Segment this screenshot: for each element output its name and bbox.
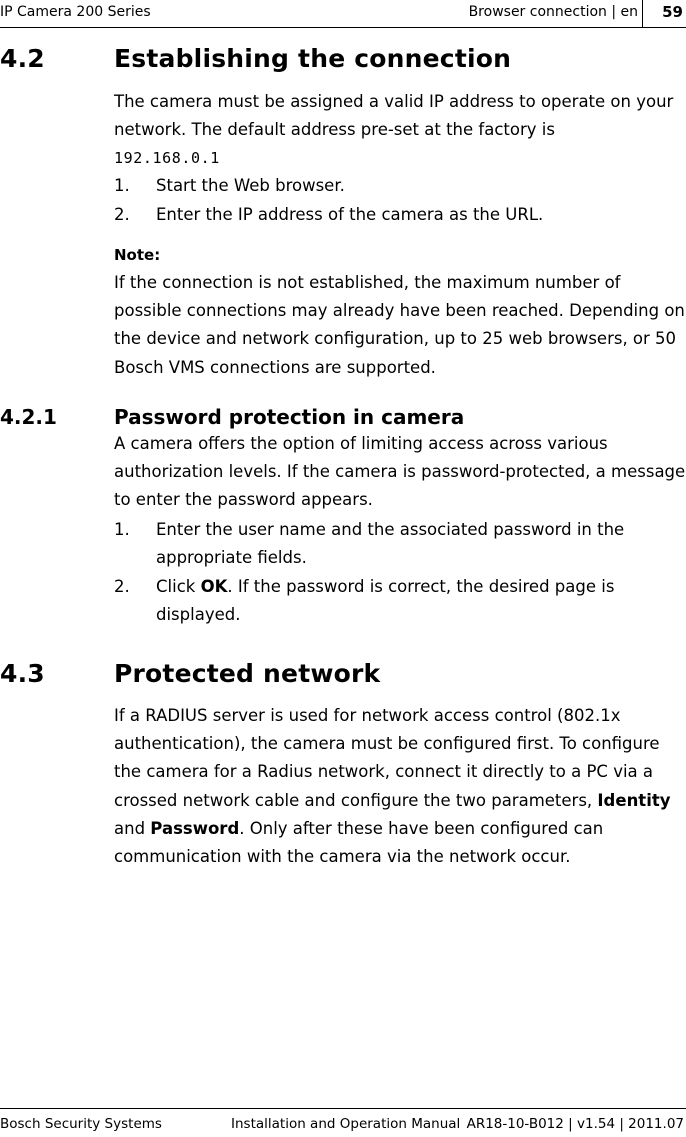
- page-header: [0, 0, 686, 28]
- page-footer: [0, 1108, 686, 1137]
- step-number: 1.: [114, 176, 130, 195]
- section-title: Protected network: [114, 659, 381, 688]
- section-title: Establishing the connection: [114, 44, 512, 73]
- password-ref: Password: [150, 818, 240, 838]
- step-number: 1.: [114, 520, 130, 539]
- section-4-2-1-intro: A camera offers the option of limiting access across various authorization levels. If the camera is password-protected, a message to enter the password appears.: [114, 434, 686, 510]
- step-number: 2.: [114, 577, 130, 596]
- note-label: Note:: [114, 246, 161, 264]
- footer-doc-title: Installation and Operation Manual: [231, 1116, 461, 1132]
- step-text-pre: Click: [156, 577, 201, 596]
- header-section: Browser connection | en: [468, 4, 638, 20]
- header-product: IP Camera 200 Series: [0, 4, 151, 20]
- step-text: [156, 573, 684, 629]
- section-number: 4.3: [0, 659, 45, 688]
- note-text: If the connection is not established, the maximum number of possible connections may already have been reached. Depending on the device and network configuration, up to 25 web browsers, or 50 Bosch VMS connections are supported.: [114, 273, 685, 377]
- section-4-3-text: [114, 702, 686, 871]
- text-post: . Only after these have been configured can communication with the camera via the network occur.: [114, 818, 604, 867]
- step-text: Enter the IP address of the camera as the URL.: [156, 205, 544, 224]
- text-mid: and: [114, 818, 151, 838]
- identity-ref: Identity: [597, 790, 671, 810]
- page-number: 59: [662, 3, 683, 21]
- ok-button-ref: OK: [200, 577, 228, 596]
- text-pre: If a RADIUS server is used for network access control (802.1x authentication), the camera must be configured first. To configure the camera for a Radius network, connect it directly to a PC via a crossed network cable and configure the two parameters,: [114, 706, 660, 810]
- intro-text: The camera must be assigned a valid IP address to operate on your network. The default address pre-set at the factory is: [114, 92, 674, 140]
- default-ip-address: 192.168.0.1: [114, 149, 220, 168]
- section-number: 4.2: [0, 44, 45, 73]
- step-number: 2.: [114, 205, 130, 224]
- section-number: 4.2.1: [0, 405, 57, 429]
- step-text: Enter the user name and the associated password in the appropriate fields.: [156, 520, 625, 568]
- footer-company: Bosch Security Systems: [0, 1116, 162, 1132]
- step-text-post: . If the password is correct, the desired page is displayed.: [156, 577, 615, 625]
- header-divider: [642, 0, 643, 27]
- section-4-2-intro: [114, 88, 686, 173]
- footer-doc-ref: AR18-10-B012 | v1.54 | 2011.07: [466, 1116, 684, 1132]
- step-text: Start the Web browser.: [156, 176, 345, 195]
- section-title: Password protection in camera: [114, 405, 465, 429]
